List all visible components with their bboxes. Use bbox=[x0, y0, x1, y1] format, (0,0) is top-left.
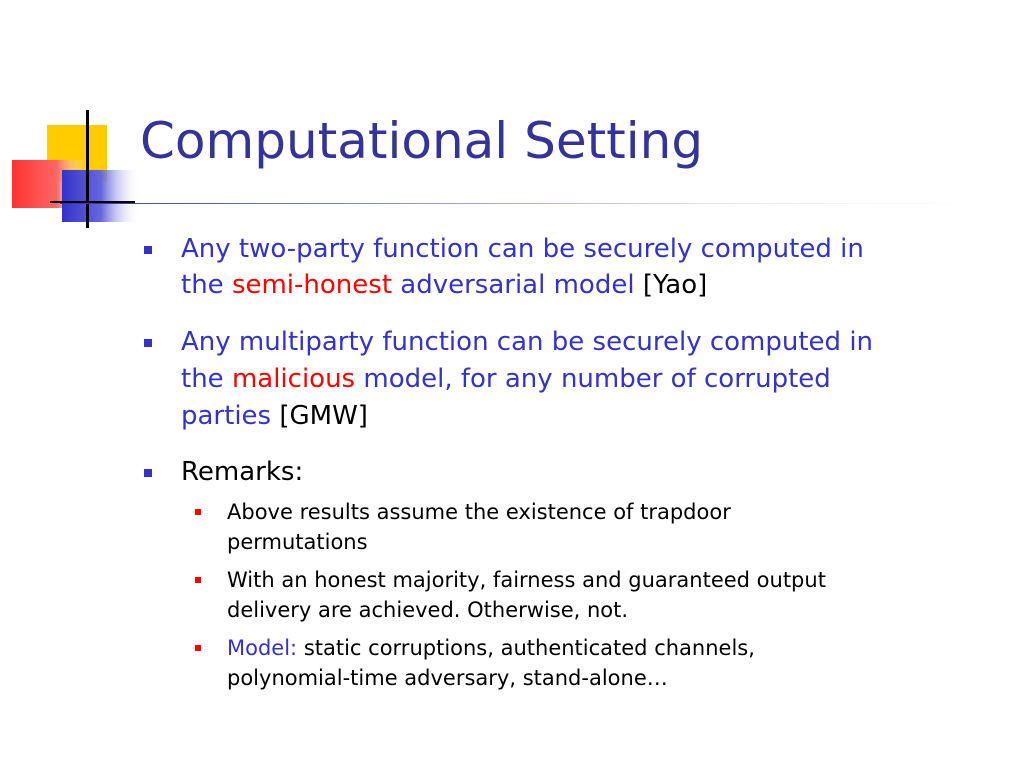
bullet-square-icon bbox=[144, 469, 152, 477]
deco-blue-bar bbox=[62, 170, 140, 222]
deco-vertical-line bbox=[86, 110, 89, 228]
emphasis-semi-honest: semi-honest bbox=[231, 270, 393, 300]
bullet-item: Any two-party function can be securely computed in bbox=[181, 231, 1001, 267]
emphasis-malicious: malicious bbox=[231, 364, 356, 394]
sub-bullet-item: Above results assume the existence of trapdoor bbox=[227, 497, 987, 527]
corner-decoration bbox=[0, 0, 140, 240]
slide-title: Computational Setting bbox=[140, 112, 704, 170]
sub-bullet-item-continuation: permutations bbox=[227, 530, 368, 554]
title-underline bbox=[60, 203, 970, 204]
model-label: Model: bbox=[227, 636, 298, 660]
citation-yao: [Yao] bbox=[642, 270, 708, 300]
sub-bullet-item-continuation: polynomial-time adversary, stand-alone… bbox=[227, 666, 668, 690]
bullet-item-continuation: the semi-honest adversarial model [Yao] bbox=[181, 270, 708, 300]
sub-bullet-square-icon bbox=[195, 577, 201, 583]
bullet-item-continuation: the malicious model, for any number of corrupted bbox=[181, 364, 831, 394]
bullet-item: Remarks: bbox=[181, 454, 1001, 490]
sub-bullet-item-continuation: delivery are achieved. Otherwise, not. bbox=[227, 598, 629, 622]
bullet-item: Any multiparty function can be securely computed in bbox=[181, 324, 1001, 360]
sub-bullet-square-icon bbox=[195, 509, 201, 515]
citation-gmw: [GMW] bbox=[279, 401, 368, 431]
sub-bullet-square-icon bbox=[195, 645, 201, 651]
bullet-square-icon bbox=[144, 339, 152, 347]
bullet-item-continuation: parties [GMW] bbox=[181, 401, 368, 431]
sub-bullet-item: Model: static corruptions, authenticated channels, bbox=[227, 633, 987, 663]
sub-bullet-item: With an honest majority, fairness and guaranteed output bbox=[227, 565, 987, 595]
bullet-square-icon bbox=[144, 246, 152, 254]
